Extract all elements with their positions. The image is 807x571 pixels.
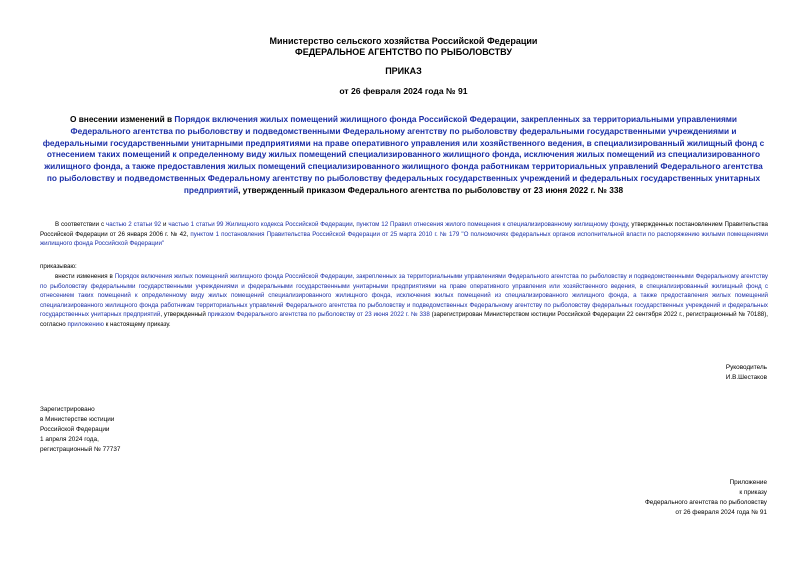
registration-line: Российской Федерации: [40, 426, 110, 433]
housing-code-art99-link[interactable]: частью 1 статьи 99 Жилищного кодекса Российской Федерации: [168, 221, 353, 228]
signatory-name: И.В.Шестаков: [725, 374, 767, 381]
registration-line: Зарегистрировано: [40, 406, 95, 413]
heading-prefix: О внесении изменений в: [69, 114, 175, 124]
appendix-header: [645, 478, 767, 518]
registration-date: 1 апреля 2024 года,: [40, 436, 99, 443]
agency-name: ФЕДЕРАЛЬНОЕ АГЕНТСТВО ПО РЫБОЛОВСТВУ: [295, 47, 512, 57]
registration-block: [40, 405, 120, 455]
amendment-text: внести изменения в: [55, 273, 115, 280]
procedure-link[interactable]: Порядок включения жилых помещений жилищного фонда Российской Федерации, закрепленных за территориальными управлениями Федерального агентства по рыболовству и подведомственными Федеральному агентству по рыболовству федеральными государственными учреждениями и федеральными государственными унитарными предприятиями на праве оперативного управления или хозяйственного ведения, в специализированный жилищный фонд с отнесением таких помещений к определенному виду жилых помещений специализированного жилищного фонда, исключения жилых помещений из специализированного жилищного фонда, а также предоставления жилых помещений специализированного жилищного фонда работникам территориальных управлений Федерального агентства по рыболовству и подведомственных Федеральному агентству по рыболовству федеральных государственных учреждений и федеральных государственных унитарных предприятий: [40, 273, 768, 319]
resolution-179-link[interactable]: пунктом 1 постановления Правительства Российской Федерации от 25 марта 2010 г. № 179 "О полномочиях федеральных органов исполнительной власти по распоряжению жилыми помещениями жилищного фонда Российской Федерации": [40, 230, 768, 248]
order-directive: приказываю:: [40, 263, 77, 270]
ministry-name: Министерство сельского хозяйства Российской Федерации: [269, 36, 538, 46]
appendix-line: к приказу: [739, 489, 767, 496]
registration-line: в Министерстве юстиции: [40, 416, 115, 423]
amendment-paragraph: [40, 272, 768, 330]
rules-p12-link[interactable]: пунктом 12 Правил отнесения жилого помещения к специализированному жилищному фонду: [356, 221, 628, 228]
order-heading: [40, 114, 767, 197]
registration-number: регистрационный № 77737: [40, 446, 121, 453]
appendix-date: от 26 февраля 2024 года № 91: [675, 509, 767, 516]
amendment-text: (зарегистрирован Министерством юстиции Российской Федерации 22 сентября 2022 г., регистрационный № 70188), согласно: [40, 311, 768, 328]
order-title: ПРИКАЗ: [385, 66, 422, 76]
appendix-line: Федерального агентства по рыболовству: [644, 499, 767, 506]
order-date: от 26 февраля 2024 года № 91: [339, 86, 468, 96]
preamble-text: В соответствии с: [55, 221, 106, 228]
appendix-link[interactable]: приложению: [67, 320, 104, 328]
ministry-header: [0, 36, 807, 58]
order-338-link[interactable]: приказом Федерального агентства по рыболовству от 23 июня 2022 г. № 338: [207, 311, 430, 319]
preamble-paragraph: [40, 220, 768, 249]
appendix-title: Приложение: [729, 479, 767, 486]
signatory-title: Руководитель: [725, 364, 767, 371]
preamble-text: , утвержденных постановлением Правительства Российской Федерации от 26 января 2006 г. № 42,: [40, 221, 768, 238]
housing-code-art92-link[interactable]: частью 2 статьи 92: [105, 221, 162, 228]
preamble-text: и: [161, 221, 169, 228]
signature-block: [726, 363, 767, 383]
heading-approval-text: , утвержденный приказом Федерального агентства по рыболовству от 23 июня 2022 г. № 338: [238, 184, 624, 195]
heading-procedure-link[interactable]: Порядок включения жилых помещений жилищного фонда Российской Федерации, закрепленных за территориальными управлениями Федерального агентства по рыболовству и подведомственными Федеральному агентству по рыболовству федеральными государственными учреждениями и федеральными государственными унитарными предприятиями на праве оперативного управления или хозяйственного ведения, в специализированный жилищный фонд с отнесением таких помещений к определенному виду жилых помещений специализированного жилищного фонда, исключения жилых помещений из специализированного жилищного фонда, а также предоставления жилых помещений специализированного жилищного фонда работникам территориальных управлений Федерального агентства по рыболовству и подведомственных Федеральному агентству по рыболовству федеральных государственных учреждений и федеральных государственных унитарных предприятий: [42, 114, 765, 195]
amendment-text: к настоящему приказу.: [103, 320, 171, 328]
amendment-text: , утвержденный: [160, 311, 208, 319]
preamble-text: ,: [352, 221, 357, 228]
